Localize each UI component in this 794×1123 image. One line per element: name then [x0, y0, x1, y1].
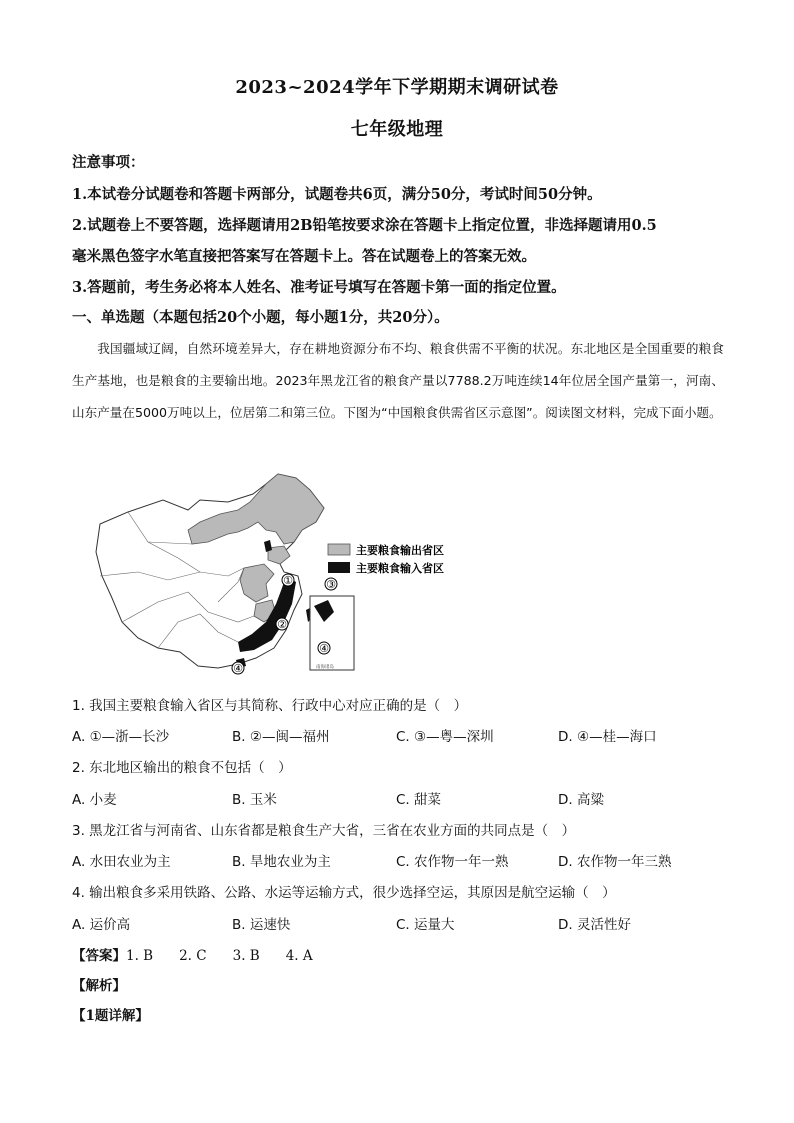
- question-4-stem: 4. 输出粮食多采用铁路、公路、水运等运输方式，很少选择空运，其原因是航空运输（ ）: [72, 885, 616, 901]
- q4-option-c[interactable]: C. 运量大: [396, 917, 455, 933]
- map-legend: [328, 543, 444, 575]
- marker-4-main-label: ④: [233, 662, 243, 675]
- notice-item-1: 1.本试卷分试题卷和答题卡两部分，试题卷共6页，满分50分，考试时间50分钟。: [72, 186, 602, 203]
- notice-item-2-cont: 毫米黑色签字水笔直接把答案写在答题卡上。答在试题卷上的答案无效。: [72, 248, 536, 265]
- notice-item-2: 2.试题卷上不要答题，选择题请用2B铅笔按要求涂在答题卡上指定位置，非选择题请用0.5: [72, 217, 657, 234]
- south-sea-inset: [310, 596, 354, 670]
- legend-import-swatch: [328, 562, 350, 573]
- q4-option-a[interactable]: A. 运价高: [72, 917, 131, 933]
- q3-option-b[interactable]: B. 旱地农业为主: [232, 854, 331, 870]
- q1-option-a[interactable]: A. ①—浙—长沙: [72, 729, 170, 745]
- q3-option-d[interactable]: D. 农作物一年三熟: [558, 854, 672, 870]
- marker-3-label: ③: [326, 578, 336, 591]
- notice-item-3: 3.答题前，考生务必将本人姓名、准考证号填写在答题卡第一面的指定位置。: [72, 279, 566, 296]
- answer-4: 4. A: [285, 948, 313, 964]
- legend-export-label: 主要粮食输出省区: [356, 544, 444, 557]
- question-3-stem: 3. 黑龙江省与河南省、山东省都是粮食生产大省，三省在农业方面的共同点是（ ）: [72, 823, 576, 839]
- q3-option-a[interactable]: A. 水田农业为主: [72, 854, 171, 870]
- marker-2-label: ②: [277, 618, 287, 631]
- q1-option-b[interactable]: B. ②—闽—福州: [232, 729, 330, 745]
- exam-subtitle: 七年级地理: [350, 119, 444, 140]
- inset-label: 南海诸岛: [316, 665, 334, 670]
- q2-option-c[interactable]: C. 甜菜: [396, 792, 442, 808]
- detail-label: 【1题详解】: [72, 1008, 149, 1024]
- q2-option-b[interactable]: B. 玉米: [232, 792, 277, 808]
- q1-option-c[interactable]: C. ③—粤—深圳: [396, 729, 494, 745]
- q3-option-c[interactable]: C. 农作物一年一熟: [396, 854, 509, 870]
- exam-title: 2023~2024学年下学期期末调研试卷: [235, 77, 559, 98]
- answer-line: [72, 944, 339, 964]
- answer-3: 3. B: [232, 948, 260, 964]
- legend-export-swatch: [328, 544, 350, 555]
- q2-option-d[interactable]: D. 高粱: [558, 792, 604, 808]
- question-1-stem: 1. 我国主要粮食输入省区与其简称、行政中心对应正确的是（ ）: [72, 698, 468, 714]
- q4-option-b[interactable]: B. 运速快: [232, 917, 291, 933]
- answer-1: 1. B: [126, 948, 154, 964]
- answer-2: 2. C: [179, 948, 207, 964]
- analysis-label: 【解析】: [72, 978, 126, 994]
- reading-passage: 我国疆域辽阔，自然环境差异大，存在耕地资源分布不均、粮食供需不平衡的状况。东北地区是全国重要的粮食生产基地，也是粮食的主要输出地。2023年黑龙江省的粮食产量以7788.2万吨连续14年位居全国产量第一，河南、山东产量在5000万吨以上，位居第二和第三位。下图为“中国粮食供需省区示意图”。阅读图文材料，完成下面小题。: [72, 341, 724, 420]
- section-heading: 一、单选题（本题包括20个小题，每小题1分，共20分）。: [72, 309, 449, 326]
- notice-heading: 注意事项：: [72, 154, 145, 171]
- grain-supply-map: [88, 472, 488, 682]
- marker-1-label: ①: [283, 574, 293, 587]
- q1-option-d[interactable]: D. ④—桂—海口: [558, 729, 657, 745]
- q4-option-d[interactable]: D. 灵活性好: [558, 917, 631, 933]
- legend-import-label: 主要粮食输入省区: [356, 562, 444, 575]
- answer-label: 【答案】: [72, 948, 126, 964]
- question-2-stem: 2. 东北地区输出的粮食不包括（ ）: [72, 760, 292, 776]
- marker-4-inset-label: ④: [319, 642, 329, 655]
- q2-option-a[interactable]: A. 小麦: [72, 792, 117, 808]
